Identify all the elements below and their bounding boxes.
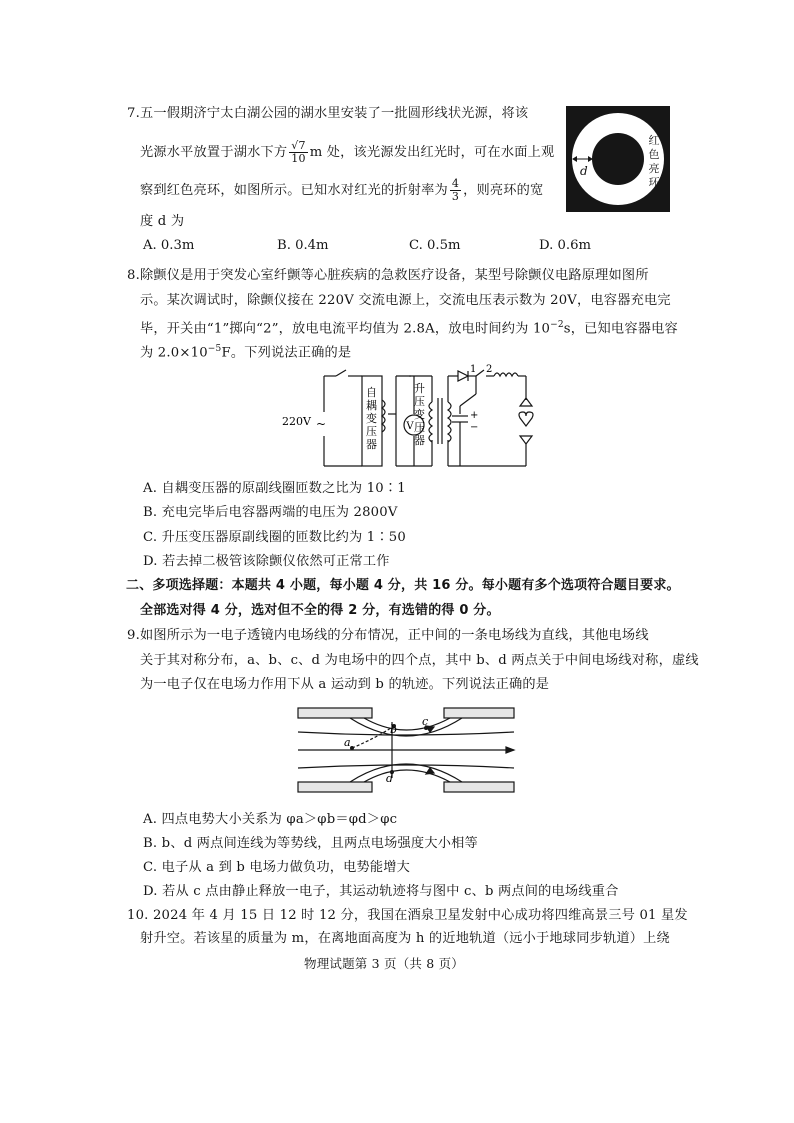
q8-line-1: 8.除颤仪是用于突发心室纤颤等心脏疾病的急救医疗设备，某型号除颤仪电路原理如图所 — [127, 268, 649, 283]
q8-line-3-exponent: −2 — [550, 320, 564, 330]
q7-index-fraction — [450, 178, 461, 203]
q8-voltmeter-label: V — [406, 421, 414, 432]
q7-line-3-post: ，则亮环的宽 — [463, 183, 544, 198]
q10-line-2: 射升空。若该星的质量为 m，在离地面高度为 h 的近地轨道（远小于地球同步轨道）上绕 — [140, 931, 670, 946]
q7-index-denominator: 3 — [451, 190, 460, 203]
q7-line-2 — [140, 140, 554, 165]
q8-line-3-pre: 毕，开关由“1”掷向“2”，放电电流平均值为 2.8A，放电时间约为 10 — [140, 321, 551, 337]
q8-option-b: B. 充电完毕后电容器两端的电压为 2800V — [143, 505, 398, 520]
q7-option-b: B. 0.4m — [277, 238, 329, 253]
q9-plate-top-left — [298, 708, 372, 718]
q8-line-4-exponent: −5 — [207, 344, 222, 354]
q8-diode — [458, 371, 468, 381]
q7-line-2-post: m 处，该光源发出红光时，可在水面上观 — [309, 145, 555, 160]
q9-arrow — [426, 768, 434, 774]
q9-field-line — [298, 732, 514, 735]
q7-line-2-pre: 光源水平放置于湖水下方 — [140, 145, 288, 160]
q7-option-c: C. 0.5m — [409, 238, 461, 253]
q8-switch-source — [336, 370, 346, 376]
q8-line-4-post: F。下列说法正确的是 — [221, 345, 352, 361]
q8-option-c: C. 升压变压器原副线圈的匝数比约为 1∶50 — [143, 530, 406, 545]
q8-heart-icon — [519, 412, 533, 426]
q8-option-a: A. 自耦变压器的原副线圈匝数之比为 10∶1 — [143, 481, 406, 496]
section-2-rules: 全部选对得 4 分，选对但不全的得 2 分，有选错的得 0 分。 — [140, 603, 500, 618]
q9-plate-bottom-right — [444, 782, 514, 792]
q9-label-b: b — [390, 723, 398, 736]
q9-central-arrow — [506, 747, 514, 753]
q7-ring-label: 红色亮环 — [648, 134, 660, 189]
q8-switch-blade — [476, 370, 484, 376]
q8-line-3 — [140, 315, 678, 339]
q8-tilde: ~ — [316, 417, 327, 431]
q9-option-b: B. b、d 两点间连线为等势线，且两点电场强度大小相等 — [143, 836, 478, 851]
q9-plate-top-right — [444, 708, 514, 718]
q7-index-numerator: 4 — [451, 177, 460, 190]
q9-option-a: A. 四点电势大小关系为 φa＞φb＝φd＞φc — [143, 812, 398, 827]
q8-switch-1-label: 1 — [470, 364, 477, 375]
q7-depth-fraction — [289, 140, 307, 165]
q8-inductor — [494, 373, 518, 376]
q8-switch-2-label: 2 — [486, 364, 493, 375]
q8-source-label: 220V — [282, 415, 311, 428]
q7-ring-figure — [566, 106, 670, 212]
q9-point-a — [350, 746, 354, 750]
q8-circuit-figure — [280, 362, 555, 474]
q9-option-c: C. 电子从 a 到 b 电场力做负功，电势能增大 — [143, 860, 411, 875]
q8-secondary-coil — [448, 402, 451, 442]
q7-option-d: D. 0.6m — [539, 238, 591, 253]
q8-step-up-transformer-label: 升压变压器 — [414, 382, 425, 447]
q9-label-d: d — [386, 772, 394, 785]
q8-primary-coil — [429, 402, 432, 442]
q8-wire — [460, 394, 476, 406]
q9-line-1: 9.如图所示为一电子透镜内电场线的分布情况，正中间的一条电场线为直线，其他电场线 — [127, 628, 649, 643]
q7-line-4: 度 d 为 — [140, 214, 185, 229]
q8-line-2: 示。某次调试时，除颤仪接在 220V 交流电源上，交流电压表示数为 20V，电容器充电完 — [140, 293, 671, 308]
q9-line-3: 为一电子仅在电场力作用下从 a 运动到 b 的轨迹。下列说法正确的是 — [140, 677, 550, 692]
q9-label-a: a — [344, 736, 351, 749]
q8-option-d: D. 若去掉二极管该除颤仪依然可正常工作 — [143, 554, 390, 569]
page-footer: 物理试题第 3 页（共 8 页） — [304, 956, 464, 971]
q9-field-line — [364, 718, 450, 730]
q7-line-3-pre: 察到红色亮环，如图所示。已知水对红光的折射率为 — [140, 183, 448, 198]
q9-option-d: D. 若从 c 点由静止释放一电子，其运动轨迹将与图中 c、b 两点间的电场线重合 — [143, 884, 619, 899]
q8-line-4-pre: 为 2.0×10 — [140, 345, 208, 361]
q10-line-1: 10. 2024 年 4 月 15 日 12 时 12 分，我国在酒泉卫星发射中心成功将四维高景三号 01 星发 — [127, 908, 688, 923]
section-2-heading: 二、多项选择题：本题共 4 小题，每小题 4 分，共 16 分。每小题有多个选项符合题目要求。 — [126, 578, 680, 593]
q8-line-3-post: s，已知电容器电容 — [563, 321, 678, 337]
q8-plus-label: + — [470, 410, 479, 421]
q7-line-3 — [140, 178, 543, 203]
q9-plate-bottom-left — [298, 782, 372, 792]
q9-line-2: 关于其对称分布，a、b、c、d 为电场中的四个点，其中 b、d 两点关于中间电场线对称，虚线 — [140, 653, 699, 668]
q8-minus-label: − — [470, 422, 479, 433]
q8-electrode-bottom — [520, 436, 532, 444]
q7-d-label: d — [580, 164, 588, 178]
q9-lens-figure — [294, 702, 518, 802]
q9-field-line — [298, 765, 514, 768]
q9-label-c: c — [422, 715, 429, 728]
q8-auto-transformer-label: 自耦变压器 — [366, 386, 377, 451]
q7-option-a: A. 0.3m — [143, 238, 195, 253]
q7-dark-center — [592, 133, 644, 185]
q9-field-line — [364, 770, 450, 782]
q7-depth-denominator: 10 — [291, 152, 306, 165]
q7-depth-numerator: √7 — [291, 139, 306, 152]
q8-line-4 — [140, 339, 351, 363]
q7-line-1: 7.五一假期济宁太白湖公园的湖水里安装了一批圆形线状光源，将该 — [127, 106, 529, 121]
